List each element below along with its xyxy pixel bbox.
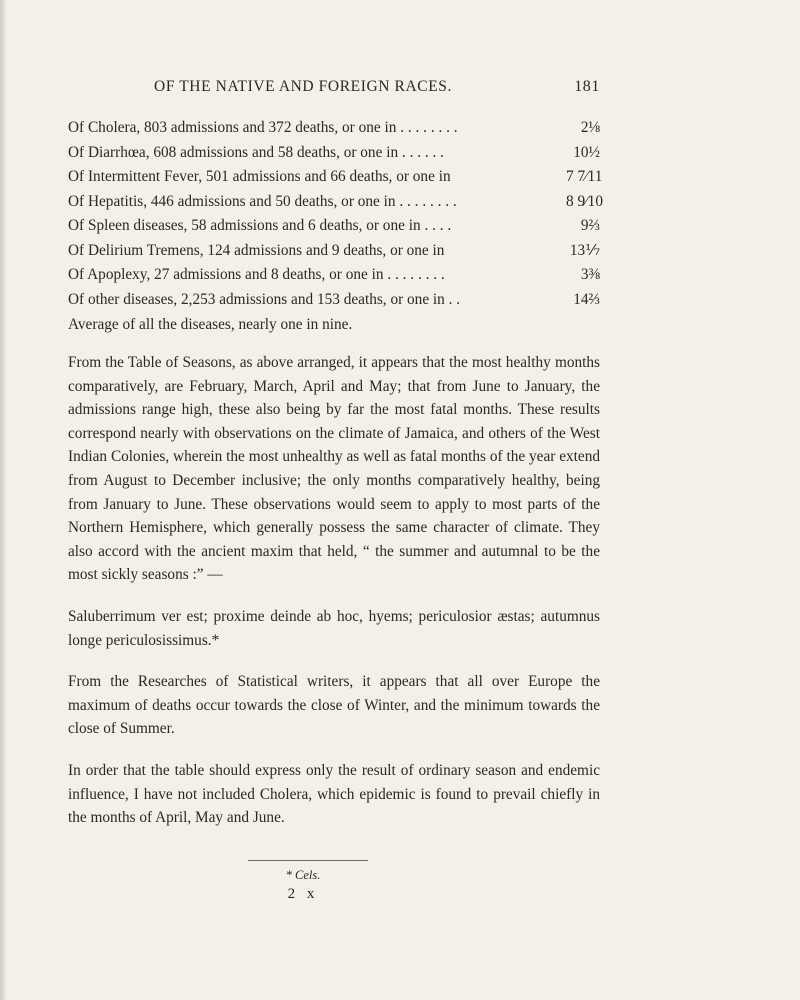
mortality-row-value: 10½ (573, 143, 600, 161)
mortality-row-value: 3⅜ (580, 266, 600, 283)
page-number: 181 (574, 78, 600, 95)
footnote: * Cels. (285, 867, 321, 882)
mortality-row-text: Of Apoplexy, 27 admissions and 8 deaths, or one in . . . . . . . . (68, 266, 445, 283)
mortality-row-value: 14⅔ (573, 290, 600, 308)
mortality-row-other-diseases (68, 288, 600, 313)
latin-quotation: Saluberrimum ver est; proxime deinde ab hoc, hyems; periculosior æstas; autumnus longe periculosissimus.* (68, 607, 600, 649)
mortality-row-spleen-diseases (68, 214, 600, 239)
book-page (68, 78, 603, 903)
seasons-paragraph: From the Table of Seasons, as above arranged, it appears that the most healthy months comparatively, are February, March, April and May; that from June to January, the admissions range high, these also being by far the most fatal months. These results correspond nearly with observations on the climate of Jamaica, and others of the West Indian Colonies, wherein the most unhealthy as well as fatal months of the year extend from August to December inclusive; the only months comparatively healthy, being from January to June. These observations would seem to apply to most parts of the Northern Hemisphere, which generally possess the same character of climate. They also accord with the ancient maxim that held, “ the summer and autumnal to be the most sickly seasons :” — (68, 354, 600, 584)
mortality-row-text: Of other diseases, 2,253 admissions and 153 deaths, or one in . . (68, 290, 461, 308)
mortality-row-value: 9⅔ (580, 217, 600, 234)
running-head (68, 78, 600, 102)
mortality-row-text: Of Cholera, 803 admissions and 372 deaths, or one in . . . . . . . . (68, 119, 458, 136)
mortality-row-apoplexy (68, 263, 600, 288)
page-spine-shadow (0, 0, 6, 1000)
mortality-row-cholera (68, 116, 600, 141)
running-title: OF THE NATIVE AND FOREIGN RACES. (154, 78, 452, 95)
mortality-row-text: Of Hepatitis, 446 admissions and 50 deaths, or one in . . . . . . . . (68, 192, 457, 210)
mortality-row-hepatitis (68, 190, 603, 215)
mortality-row-diarrhoea (68, 141, 600, 166)
mortality-row-text: Of Intermittent Fever, 501 admissions and 66 deaths, or one in (68, 168, 451, 185)
average-summary: Average of all the diseases, nearly one in nine. (68, 316, 353, 333)
mortality-row-value: 7 7⁄11 (566, 168, 603, 185)
mortality-row-text: Of Spleen diseases, 58 admissions and 6 deaths, or one in . . . . (68, 217, 452, 234)
mortality-row-value: 13⅐ (569, 241, 600, 259)
mortality-row-text: Of Diarrhœa, 608 admissions and 58 deaths, or one in . . . . . . (68, 143, 444, 161)
mortality-row-value: 2⅛ (580, 119, 600, 136)
mortality-row-intermittent-fever (68, 165, 603, 190)
signature-mark: 2 x (287, 885, 319, 902)
mortality-row-delirium-tremens (68, 239, 600, 264)
mortality-row-text: Of Delirium Tremens, 124 admissions and 9 deaths, or one in (68, 241, 445, 259)
cholera-exclusion-paragraph: In order that the table should express only the result of ordinary season and endemic influence, I have not included Cholera, which epidemic is found to prevail chiefly in the months of April, May and June. (68, 761, 600, 827)
statistical-writers-paragraph: From the Researches of Statistical writers, it appears that all over Europe the maximum of deaths occur towards the close of Winter, and the minimum towards the close of Summer. (68, 673, 600, 738)
mortality-row-value: 8 9⁄10 (566, 192, 603, 210)
mortality-list (68, 116, 603, 338)
footnote-rule (248, 860, 368, 861)
